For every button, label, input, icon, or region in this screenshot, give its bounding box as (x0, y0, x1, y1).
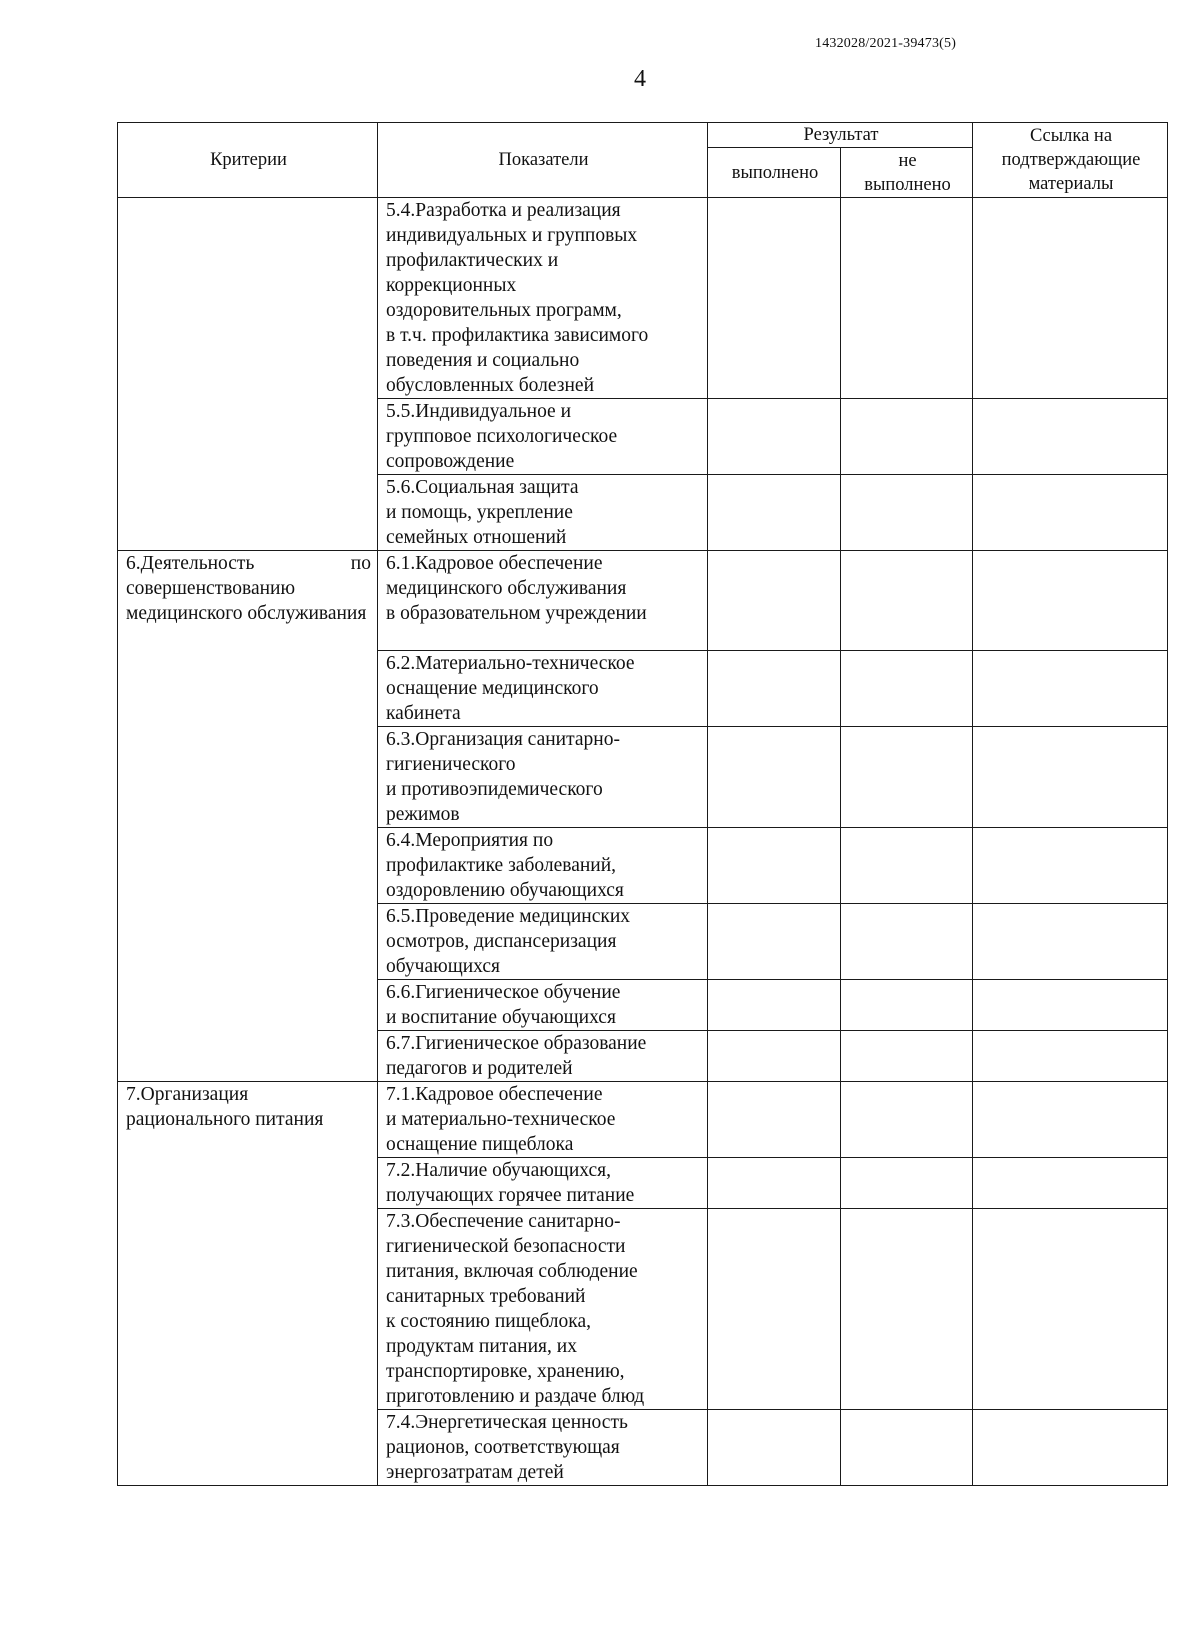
header-criteria: Критерии (118, 123, 378, 198)
supporting-materials-cell (973, 1031, 1168, 1082)
supporting-materials-cell (973, 475, 1168, 551)
result-done-cell (708, 1158, 841, 1209)
supporting-materials-cell (973, 904, 1168, 980)
indicator-cell: 5.6.Социальная защита и помощь, укрепление семейных отношений (378, 475, 708, 551)
header-indicators: Показатели (378, 123, 708, 198)
result-done-cell (708, 475, 841, 551)
criteria-cell-7: 7.Организация рационального питания (118, 1082, 378, 1486)
result-not-done-cell (841, 904, 973, 980)
indicator-cell: 5.4.Разработка и реализация индивидуальных и групповых профилактических и коррекционных оздоровительных программ, в т.ч. профилактика зависимого поведения и социально обусловленных болезней (378, 198, 708, 399)
criteria-table (117, 122, 1168, 1486)
supporting-materials-cell (973, 198, 1168, 399)
supporting-materials-cell (973, 1209, 1168, 1410)
header-not-done: не выполнено (841, 148, 973, 198)
indicator-cell: 6.5.Проведение медицинских осмотров, диспансеризация обучающихся (378, 904, 708, 980)
supporting-materials-cell (973, 727, 1168, 828)
result-done-cell (708, 904, 841, 980)
supporting-materials-cell (973, 1082, 1168, 1158)
supporting-materials-cell (973, 828, 1168, 904)
supporting-materials-cell (973, 551, 1168, 651)
indicator-cell: 6.2.Материально-техническое оснащение медицинского кабинета (378, 651, 708, 727)
indicator-cell: 5.5.Индивидуальное и групповое психологическое сопровождение (378, 399, 708, 475)
header-result: Результат (708, 123, 973, 148)
indicator-cell: 6.4.Мероприятия по профилактике заболеваний, оздоровлению обучающихся (378, 828, 708, 904)
result-not-done-cell (841, 651, 973, 727)
header-supporting-materials: Ссылка на подтверждающие материалы (973, 123, 1168, 198)
result-not-done-cell (841, 1209, 973, 1410)
result-not-done-cell (841, 1410, 973, 1486)
result-done-cell (708, 651, 841, 727)
document-code: 1432028/2021-39473(5) (815, 36, 957, 51)
page-number: 4 (634, 66, 646, 92)
result-done-cell (708, 198, 841, 399)
indicator-cell: 6.3.Организация санитарно- гигиенического и противоэпидемического режимов (378, 727, 708, 828)
indicator-cell: 6.6.Гигиеническое обучение и воспитание обучающихся (378, 980, 708, 1031)
table-row (118, 1082, 1168, 1158)
result-not-done-cell (841, 1082, 973, 1158)
indicator-cell: 7.4.Энергетическая ценность рационов, соответствующая энергозатратам детей (378, 1410, 708, 1486)
result-not-done-cell (841, 198, 973, 399)
supporting-materials-cell (973, 651, 1168, 727)
supporting-materials-cell (973, 1410, 1168, 1486)
result-done-cell (708, 727, 841, 828)
result-not-done-cell (841, 828, 973, 904)
result-not-done-cell (841, 475, 973, 551)
result-done-cell (708, 399, 841, 475)
result-done-cell (708, 1209, 841, 1410)
supporting-materials-cell (973, 980, 1168, 1031)
supporting-materials-cell (973, 399, 1168, 475)
result-not-done-cell (841, 551, 973, 651)
result-done-cell (708, 551, 841, 651)
result-not-done-cell (841, 1031, 973, 1082)
table-row (118, 198, 1168, 399)
table-row (118, 551, 1168, 651)
supporting-materials-cell (973, 1158, 1168, 1209)
indicator-cell: 6.1.Кадровое обеспечение медицинского обслуживания в образовательном учреждении (378, 551, 708, 651)
result-done-cell (708, 1031, 841, 1082)
indicator-cell: 7.2.Наличие обучающихся, получающих горячее питание (378, 1158, 708, 1209)
result-done-cell (708, 828, 841, 904)
indicator-cell: 7.3.Обеспечение санитарно- гигиенической безопасности питания, включая соблюдение санитарных требований к состоянию пищеблока, продуктам питания, их транспортировке, хранению, приготовлению и раздаче блюд (378, 1209, 708, 1410)
indicator-cell: 7.1.Кадровое обеспечение и материально-техническое оснащение пищеблока (378, 1082, 708, 1158)
result-not-done-cell (841, 727, 973, 828)
result-not-done-cell (841, 1158, 973, 1209)
header-done: выполнено (708, 148, 841, 198)
result-done-cell (708, 1410, 841, 1486)
result-done-cell (708, 1082, 841, 1158)
criteria-cell-5-continued (118, 198, 378, 551)
criteria-cell-6: 6.Деятельность по совершенствованию медицинского обслуживания (118, 551, 378, 1082)
indicator-cell: 6.7.Гигиеническое образование педагогов и родителей (378, 1031, 708, 1082)
result-done-cell (708, 980, 841, 1031)
result-not-done-cell (841, 399, 973, 475)
result-not-done-cell (841, 980, 973, 1031)
